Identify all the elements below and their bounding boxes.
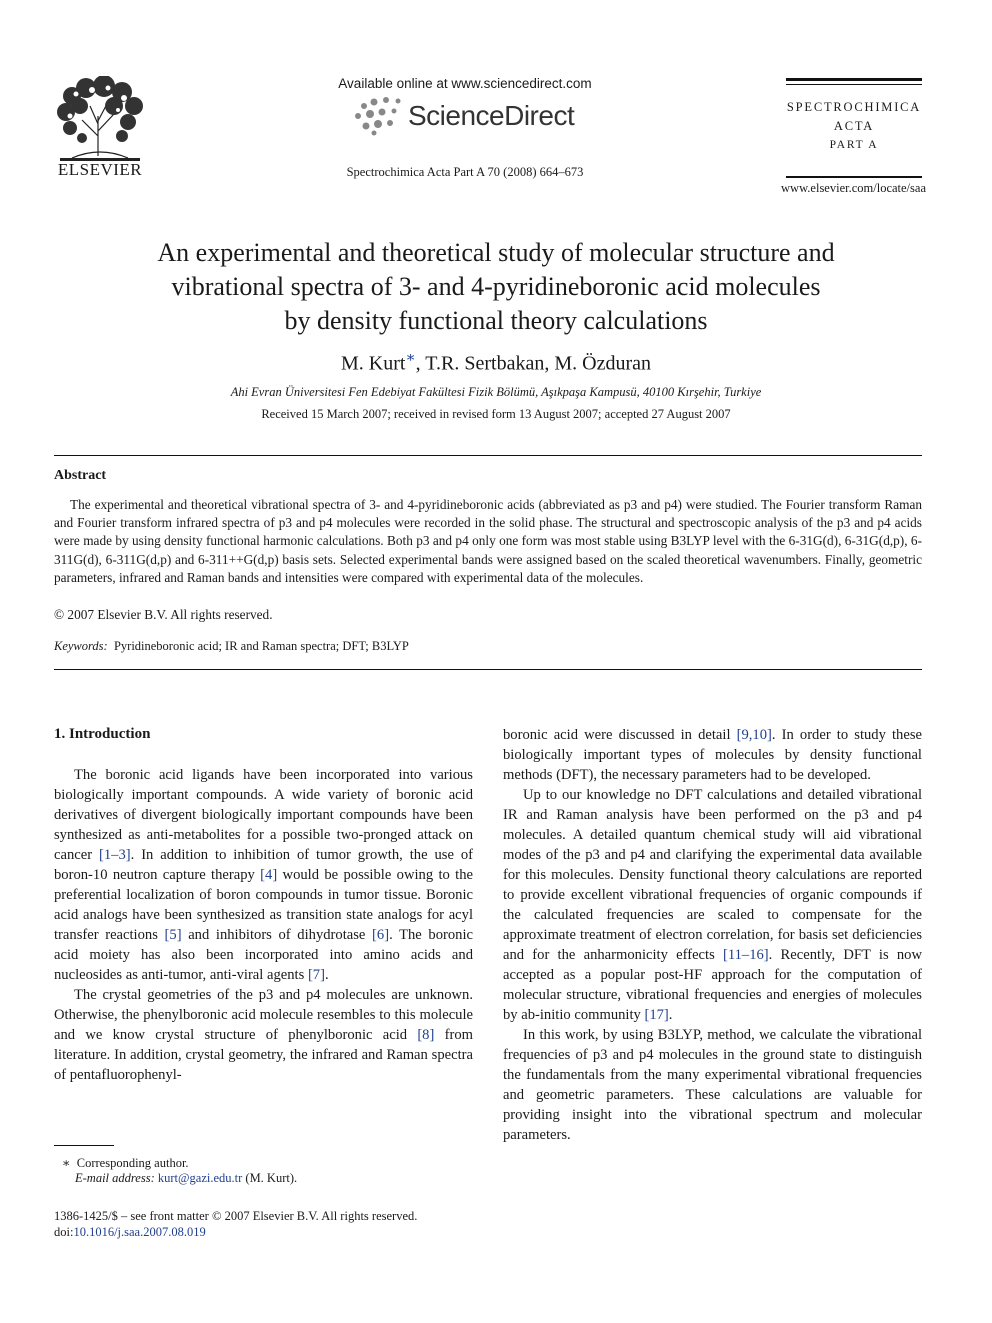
- journal-header-rule: [786, 176, 922, 178]
- reference-link[interactable]: [1–3]: [99, 847, 131, 863]
- reference-link[interactable]: [4]: [260, 867, 278, 883]
- title-line: vibrational spectra of 3- and 4-pyridineboronic acid molecules: [171, 272, 821, 301]
- abstract-heading: Abstract: [54, 468, 107, 483]
- title-line: by density functional theory calculations: [284, 306, 708, 335]
- journal-url[interactable]: www.elsevier.com/locate/saa: [781, 181, 926, 195]
- affiliation: Ahi Evran Üniversitesi Fen Edebiyat Fakültesi Fizik Bölümü, Aşıkpaşa Kampusü, 40100 Kırşehir, Turkiye: [230, 385, 762, 399]
- body-paragraph: The crystal geometries of the p3 and p4 molecules are unknown. Otherwise, the phenylboronic acid molecule resembles to this molecule and we know crystal structure of phenylboronic acid [8] from literature. In addition, crystal geometry, the infrared and Raman spectra of pentafluorophenyl-: [54, 987, 473, 1083]
- reference-link[interactable]: [5]: [164, 927, 182, 943]
- reference-link[interactable]: [7]: [307, 967, 325, 983]
- journal-part-line: PART A: [829, 139, 879, 151]
- keywords: [54, 639, 409, 654]
- abstract-copyright: © 2007 Elsevier B.V. All rights reserved.: [54, 607, 273, 622]
- reference-link[interactable]: [11–16]: [723, 947, 769, 963]
- abstract-text: The experimental and theoretical vibrational spectra of 3- and 4-pyridineboronic acids (abbreviated as p3 and p4) were studied. The Fourier transform Raman and Fourier transform infrared spectra of p3 and p4 molecules were recorded in the solid phase. The structural and spectroscopic analysis of the p3 and p4 acids were made by using density functional harmonic calculations. Both p3 and p4 only one form was most stable using B3LYP level with the 6-31G(d), 6-31G(d,p), 6-311G(d), 6-311G(d,p) and 6-311++G(d,p) basis sets. Selected experimental bands were assigned based on the scaled theoretical wavenumbers. Finally, geometric parameters, infrared and Raman bands and intensities were compared with experimental data of the molecules.: [54, 497, 922, 585]
- journal-citation: Spectrochimica Acta Part A 70 (2008) 664–673: [346, 165, 584, 179]
- body-paragraph: Up to our knowledge no DFT calculations and detailed vibrational IR and Raman analysis have been performed on the p3 and p4 molecules. A detailed quantum chemical study will aid vibrational modes of the p3 and p4 and clarifying the experimental data available for this molecules. Density functional theory calculations are reported to provide excellent vibrational frequencies of organic compounds if the calculated frequencies are scaled to compensate for the approximate treatment of electron correlation, for basis set deficiencies and for the anharmonicity effects [11–16]. Recently, DFT is now accepted as a popular post-HF approach for the computation of molecular structure, vibrational frequencies and energies of molecules by ab-initio community [17].: [503, 787, 922, 1023]
- doi-link[interactable]: 10.1016/j.saa.2007.08.019: [73, 1225, 206, 1239]
- email-label: E-mail address:: [75, 1171, 155, 1185]
- footnote-corresponding: ∗ Corresponding author.: [62, 1156, 189, 1170]
- body-paragraph: The boronic acid ligands have been incorporated into various biologically important compounds. A wide variety of boronic acid derivatives of divergent biologically important compounds have been synthesized as anti-metabolites for a possible two-pronged attack on cancer [1–3]. In addition to inhibition of tumor growth, the use of boron-10 neutron capture therapy [4] would be possible owing to the preferential localization of boron compounds in tumor tissue. Boronic acid analogs have been synthesized as transition state analogs for acyl transfer reactions [5] and inhibitors of dihydrotase [6]. The boronic acid moiety has also been incorporated into amino acids and nucleosides as anti-tumor, anti-viral agents [7].: [54, 767, 473, 983]
- reference-link[interactable]: [9,10]: [736, 727, 772, 743]
- reference-link[interactable]: [17]: [644, 1007, 669, 1023]
- reference-link[interactable]: [8]: [417, 1027, 435, 1043]
- sciencedirect-wordmark: ScienceDirect: [408, 100, 575, 131]
- footnote-divider: [54, 1145, 114, 1146]
- journal-name-line: ACTA: [833, 119, 875, 133]
- divider: [54, 669, 922, 670]
- body-paragraph: boronic acid were discussed in detail [9,10]. In order to study these biologically important types of molecules by density functional methods (DFT), the necessary parameters had to be developed.: [503, 727, 922, 783]
- issn-line: 1386-1425/$ – see front matter © 2007 Elsevier B.V. All rights reserved.: [54, 1209, 418, 1223]
- publisher-wordmark: ELSEVIER: [57, 160, 143, 179]
- left-column: [54, 765, 473, 1085]
- available-online-text[interactable]: Available online at www.sciencedirect.com: [338, 76, 592, 91]
- reference-link[interactable]: [6]: [372, 927, 390, 943]
- footnote-email: E-mail address: kurt@gazi.edu.tr (M. Kurt).: [75, 1171, 298, 1185]
- body-paragraph: In this work, by using B3LYP, method, we calculate the vibrational frequencies of p3 and p4 molecules in the ground state to distinguish the fundamentals from the many experimental vibrational frequencies and geometric parameters. These calculations are valuable for providing insight into the vibrational spectrum and molecular parameters.: [503, 1027, 922, 1143]
- journal-header-rule: [786, 78, 922, 86]
- journal-name-block: [786, 98, 922, 155]
- right-column: [503, 725, 922, 1145]
- author-name: M. Kurt: [341, 352, 406, 375]
- keywords-list: Pyridineboronic acid; IR and Raman spectra; DFT; B3LYP: [113, 639, 409, 653]
- section-heading: 1. Introduction: [54, 726, 151, 742]
- received-dates: Received 15 March 2007; received in revised form 13 August 2007; accepted 27 August 2007: [261, 407, 731, 421]
- title-line: An experimental and theoretical study of molecular structure and: [157, 238, 835, 267]
- corresponding-author-mark[interactable]: ∗: [405, 350, 416, 366]
- footnote-mark: ∗: [62, 1156, 71, 1170]
- journal-name-line: SPECTROCHIMICA: [786, 100, 922, 114]
- divider: [54, 455, 922, 456]
- article-title: [90, 236, 902, 338]
- keywords-label: Keywords:: [54, 639, 108, 653]
- author-names: , T.R. Sertbakan, M. Özduran: [415, 352, 651, 375]
- doi-line: doi:10.1016/j.saa.2007.08.019: [54, 1225, 206, 1239]
- email-link[interactable]: kurt@gazi.edu.tr: [157, 1171, 243, 1185]
- author-list: [90, 348, 902, 376]
